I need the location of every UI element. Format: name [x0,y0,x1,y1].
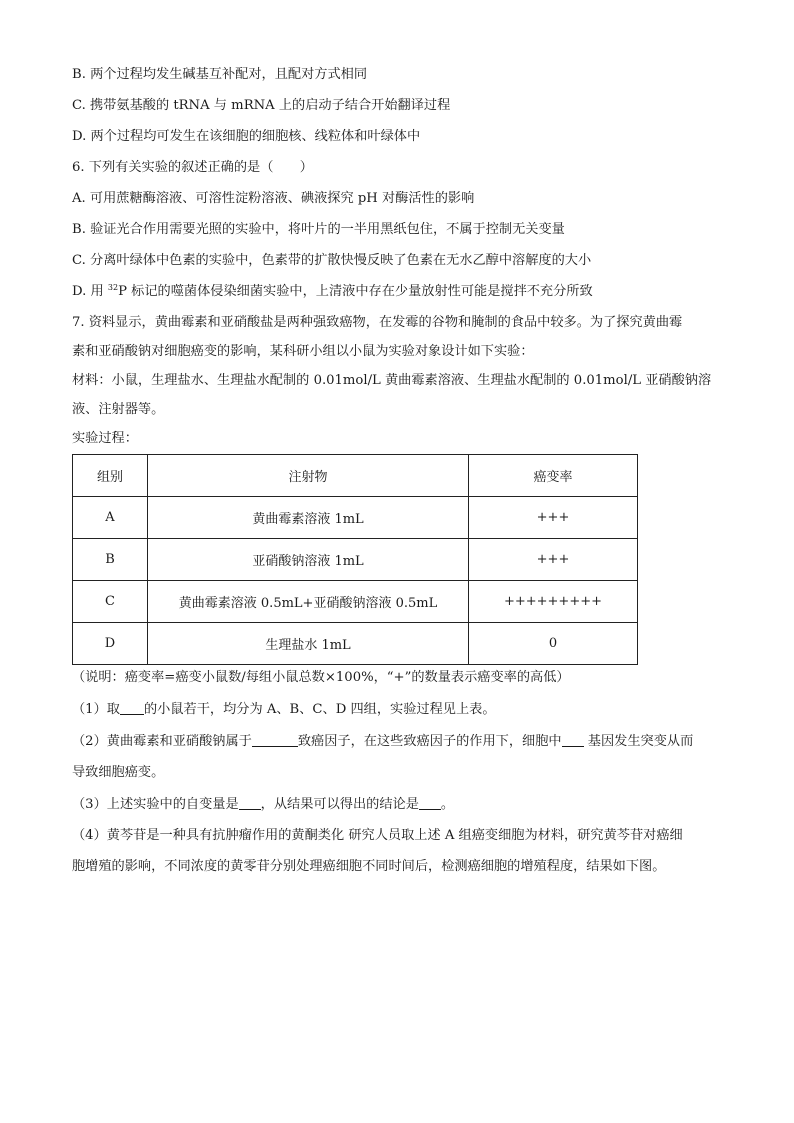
table-note: （说明：癌变率=癌变小鼠数/每组小鼠总数×100%，“+”的数量表示癌变率的高低） [72,670,570,685]
q7-sub3: （3）上述实验中的自变量是 ，从结果可以得出的结论是 。 [72,797,455,812]
q7-stem-line1: 7. 资料显示，黄曲霉素和亚硝酸盐是两种强致癌物，在发霉的谷物和腌制的食品中较多。为了探究黄曲霉 [72,315,683,330]
table-header-cell: 组别 [73,455,148,497]
q7-process-label: 实验过程： [72,431,138,446]
q7-material-line1: 材料：小鼠，生理盐水、生理盐水配制的 0.01mol/L 黄曲霉素溶液、生理盐水配制的 0.01mol/L 亚硝酸钠溶 [72,373,712,388]
q6-option-d: D. 用 $^{32}$P 标记的噬菌体侵染细菌实验中，上清液中存在少量放射性可能是搅拌不充分所致 [72,283,593,299]
q7-sub1: （1）取 的小鼠若干，均分为 A、B、C、D 四组，实验过程见上表。 [72,702,496,717]
answer-blank[interactable] [419,795,441,810]
table-cell: 生理盐水 1mL [148,623,469,665]
table-cell: 0 [469,623,638,665]
q7-sub4-line1: （4）黄芩苷是一种具有抗肿瘤作用的黄酮类化 研究人员取上述 A 组癌变细胞为材料，研究黄芩苷对癌细 [72,828,683,843]
q6-option-a: A. 可用蔗糖酶溶液、可溶性淀粉溶液、碘液探究 pH 对酶活性的影响 [72,191,475,206]
table-cell: C [73,581,148,623]
table-row [73,497,638,539]
q5-option-d: D. 两个过程均可发生在该细胞的细胞核、线粒体和叶绿体中 [72,129,421,144]
q6-stem: 6. 下列有关实验的叙述正确的是（ ） [72,160,313,175]
q7-sub2-line2: 导致细胞癌变。 [72,765,165,780]
q7-stem-line2: 素和亚硝酸钠对细胞癌变的影响，某科研小组以小鼠为实验对象设计如下实验： [72,344,534,359]
table-row [73,539,638,581]
q5-option-b: B. 两个过程均发生碱基互补配对，且配对方式相同 [72,67,368,82]
table-cell: D [73,623,148,665]
table-cell: +++ [469,497,638,539]
table-row [73,623,638,665]
table-header-cell: 癌变率 [469,455,638,497]
answer-blank[interactable] [562,732,584,747]
q6-option-b: B. 验证光合作用需要光照的实验中，将叶片的一半用黑纸包住，不属于控制无关变量 [72,222,565,237]
q7-sub2-line1: （2）黄曲霉素和亚硝酸钠属于 致癌因子，在这些致癌因子的作用下，细胞中 基因发生突变从而 [72,734,694,749]
table-cell: 黄曲霉素溶液 0.5mL+亚硝酸钠溶液 0.5mL [148,581,469,623]
q6-option-c: C. 分离叶绿体中色素的实验中，色素带的扩散快慢反映了色素在无水乙醇中溶解度的大小 [72,253,592,268]
answer-blank[interactable] [120,700,144,715]
table-cell: +++++++++ [469,581,638,623]
table-row [73,581,638,623]
table-cell: +++ [469,539,638,581]
table-header-row [73,455,638,497]
table-cell: B [73,539,148,581]
answer-blank[interactable] [239,795,261,810]
isotope-superscript: 32 [107,283,119,292]
table-cell: A [73,497,148,539]
q7-sub4-line2: 胞增殖的影响，不同浓度的黄零苷分别处理癌细胞不同时间后，检测癌细胞的增殖程度，结果如下图。 [72,859,666,874]
q5-option-c: C. 携带氨基酸的 tRNA 与 mRNA 上的启动子结合开始翻译过程 [72,98,451,113]
document-page [72,66,722,876]
experiment-table [72,454,638,665]
answer-blank[interactable] [252,732,298,747]
q7-material-line2: 液、注射器等。 [72,402,165,417]
table-cell: 黄曲霉素溶液 1mL [148,497,469,539]
table-cell: 亚硝酸钠溶液 1mL [148,539,469,581]
table-header-cell: 注射物 [148,455,469,497]
